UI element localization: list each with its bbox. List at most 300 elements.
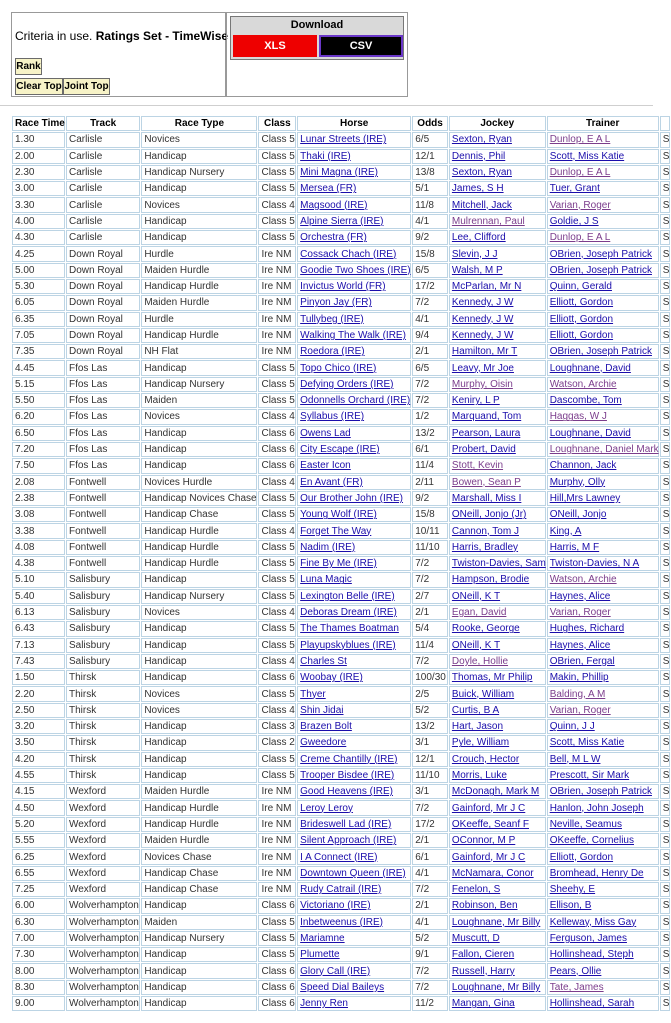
horse-cell[interactable]: Invictus World (FR) bbox=[297, 279, 411, 294]
class-cell: Class 4 bbox=[258, 475, 296, 490]
trainer-cell[interactable]: Varian, Roger bbox=[547, 703, 659, 718]
class-cell: Class 5 bbox=[258, 572, 296, 587]
horse-cell[interactable]: Inbetweenus (IRE) bbox=[297, 915, 411, 930]
horse-cell[interactable]: Walking The Walk (IRE) bbox=[297, 328, 411, 343]
jockey-cell[interactable]: Walsh, M P bbox=[449, 263, 546, 278]
jockey-cell[interactable]: Rooke, George bbox=[449, 621, 546, 636]
jockey-cell[interactable]: Mitchell, Jack bbox=[449, 197, 546, 212]
trainer-cell[interactable]: Loughnane, Daniel Mark bbox=[547, 442, 659, 457]
class-cell: Class 5 bbox=[258, 214, 296, 229]
jockey-cell[interactable]: Curtis, B A bbox=[449, 703, 546, 718]
track-cell: Wolverhampton bbox=[66, 947, 140, 962]
horse-cell[interactable]: Pinyon Jay (FR) bbox=[297, 295, 411, 310]
odds-cell: 7/2 bbox=[412, 393, 448, 408]
race-type-cell: Handicap bbox=[141, 572, 257, 587]
track-cell: Salisbury bbox=[66, 654, 140, 669]
table-row bbox=[12, 328, 670, 343]
horse-cell[interactable]: Alpine Sierra (IRE) bbox=[297, 214, 411, 229]
jockey-cell[interactable]: Kennedy, J W bbox=[449, 295, 546, 310]
horse-cell[interactable]: Lunar Streets (IRE) bbox=[297, 132, 411, 147]
horse-cell[interactable]: Silent Approach (IRE) bbox=[297, 833, 411, 848]
horse-cell[interactable]: Lexington Belle (IRE) bbox=[297, 589, 411, 604]
odds-cell: 2/5 bbox=[412, 686, 448, 701]
trainer-cell[interactable]: Quinn, Gerald bbox=[547, 279, 659, 294]
race-type-cell: Handicap Hurdle bbox=[141, 556, 257, 571]
odds-cell: 6/5 bbox=[412, 360, 448, 375]
horse-cell[interactable]: Luna Magic bbox=[297, 572, 411, 587]
class-cell: Class 4 bbox=[258, 654, 296, 669]
trainer-cell[interactable]: Tate, James bbox=[547, 980, 659, 995]
trainer-cell[interactable]: Goldie, J S bbox=[547, 214, 659, 229]
track-cell: Fontwell bbox=[66, 475, 140, 490]
extra-cell: S bbox=[660, 149, 670, 164]
horse-cell[interactable]: Creme Chantilly (IRE) bbox=[297, 752, 411, 767]
table-row bbox=[12, 915, 670, 930]
trainer-cell[interactable]: Scott, Miss Katie bbox=[547, 149, 659, 164]
csv-download-button[interactable]: CSV bbox=[319, 35, 403, 57]
race-type-cell: Handicap bbox=[141, 458, 257, 473]
jockey-cell[interactable]: Pearson, Laura bbox=[449, 426, 546, 441]
track-cell: Wexford bbox=[66, 784, 140, 799]
horse-cell[interactable]: Trooper Bisdee (IRE) bbox=[297, 768, 411, 783]
extra-cell: S bbox=[660, 605, 670, 620]
race-type-cell: Hurdle bbox=[141, 246, 257, 261]
table-row bbox=[12, 752, 670, 767]
horse-cell[interactable]: Deboras Dream (IRE) bbox=[297, 605, 411, 620]
extra-cell: S bbox=[660, 360, 670, 375]
class-cell: Class 6 bbox=[258, 426, 296, 441]
trainer-cell[interactable]: OBrien, Fergal bbox=[547, 654, 659, 669]
table-row bbox=[12, 214, 670, 229]
trainer-cell[interactable]: Elliott, Gordon bbox=[547, 849, 659, 864]
race-type-cell: Handicap Nursery bbox=[141, 931, 257, 946]
extra-cell: S bbox=[660, 377, 670, 392]
race-time-cell: 3.50 bbox=[12, 735, 65, 750]
trainer-cell[interactable]: Prescott, Sir Mark bbox=[547, 768, 659, 783]
criteria-ratings-set: Ratings Set - TimeWise bbox=[95, 29, 229, 43]
horse-cell[interactable]: Fine By Me (IRE) bbox=[297, 556, 411, 571]
jockey-cell[interactable]: Slevin, J J bbox=[449, 246, 546, 261]
table-row bbox=[12, 784, 670, 799]
extra-cell: S bbox=[660, 523, 670, 538]
class-cell: Class 5 bbox=[258, 931, 296, 946]
race-type-cell: Novices bbox=[141, 409, 257, 424]
trainer-cell[interactable]: Loughnane, David bbox=[547, 426, 659, 441]
horse-cell[interactable]: Forget The Way bbox=[297, 523, 411, 538]
race-time-cell: 7.00 bbox=[12, 931, 65, 946]
horse-cell[interactable]: Jenny Ren bbox=[297, 996, 411, 1011]
race-type-cell: Handicap Hurdle bbox=[141, 800, 257, 815]
class-cell: Class 4 bbox=[258, 605, 296, 620]
extra-cell: S bbox=[660, 507, 670, 522]
track-cell: Wolverhampton bbox=[66, 963, 140, 978]
track-cell: Thirsk bbox=[66, 670, 140, 685]
trainer-cell[interactable]: OBrien, Joseph Patrick bbox=[547, 263, 659, 278]
trainer-cell[interactable]: Twiston-Davies, N A bbox=[547, 556, 659, 571]
trainer-cell[interactable]: Ferguson, James bbox=[547, 931, 659, 946]
race-time-cell: 6.35 bbox=[12, 312, 65, 327]
download-inner bbox=[230, 16, 404, 60]
race-type-cell: Handicap Hurdle bbox=[141, 328, 257, 343]
jockey-cell[interactable]: Twiston-Davies, Sam bbox=[449, 556, 546, 571]
horse-cell[interactable]: Good Heavens (IRE) bbox=[297, 784, 411, 799]
odds-cell: 3/1 bbox=[412, 784, 448, 799]
horse-cell[interactable]: Glory Call (IRE) bbox=[297, 963, 411, 978]
track-cell: Fontwell bbox=[66, 507, 140, 522]
race-time-cell: 4.20 bbox=[12, 752, 65, 767]
race-type-cell: Handicap bbox=[141, 719, 257, 734]
horse-cell[interactable]: Leroy Leroy bbox=[297, 800, 411, 815]
rank-button[interactable]: Rank bbox=[15, 58, 42, 75]
class-cell: Class 6 bbox=[258, 458, 296, 473]
track-cell: Thirsk bbox=[66, 686, 140, 701]
trainer-cell[interactable]: Kelleway, Miss Gay bbox=[547, 915, 659, 930]
jockey-cell[interactable]: Hampson, Brodie bbox=[449, 572, 546, 587]
track-cell: Carlisle bbox=[66, 149, 140, 164]
extra-cell: S bbox=[660, 556, 670, 571]
trainer-cell[interactable]: King, A bbox=[547, 523, 659, 538]
trainer-cell[interactable]: Hollinshead, Steph bbox=[547, 947, 659, 962]
horse-cell[interactable]: I A Connect (IRE) bbox=[297, 849, 411, 864]
jockey-cell[interactable]: James, S H bbox=[449, 181, 546, 196]
race-type-cell: Handicap bbox=[141, 426, 257, 441]
jockey-cell[interactable]: ONeill, Jonjo (Jr) bbox=[449, 507, 546, 522]
trainer-cell[interactable]: Hughes, Richard bbox=[547, 621, 659, 636]
table-row bbox=[12, 621, 670, 636]
table-row bbox=[12, 263, 670, 278]
class-cell: Ire NM bbox=[258, 312, 296, 327]
race-time-cell: 7.05 bbox=[12, 328, 65, 343]
extra-cell: S bbox=[660, 980, 670, 995]
odds-cell: 13/2 bbox=[412, 426, 448, 441]
race-time-cell: 5.15 bbox=[12, 377, 65, 392]
horse-cell[interactable]: Downtown Queen (IRE) bbox=[297, 866, 411, 881]
horse-cell[interactable]: City Escape (IRE) bbox=[297, 442, 411, 457]
trainer-cell[interactable]: Scott, Miss Katie bbox=[547, 735, 659, 750]
odds-cell: 7/2 bbox=[412, 963, 448, 978]
jockey-cell[interactable]: Kennedy, J W bbox=[449, 328, 546, 343]
jockey-cell[interactable]: Lee, Clifford bbox=[449, 230, 546, 245]
class-cell: Class 6 bbox=[258, 996, 296, 1011]
horse-cell[interactable]: Defying Orders (IRE) bbox=[297, 377, 411, 392]
horse-cell[interactable]: Mariamne bbox=[297, 931, 411, 946]
horse-cell[interactable]: Plumette bbox=[297, 947, 411, 962]
jockey-cell[interactable]: Russell, Harry bbox=[449, 963, 546, 978]
jockey-cell[interactable]: Crouch, Hector bbox=[449, 752, 546, 767]
race-type-cell: Novices bbox=[141, 132, 257, 147]
jockey-cell[interactable]: Morris, Luke bbox=[449, 768, 546, 783]
horse-cell[interactable]: Odonnells Orchard (IRE) bbox=[297, 393, 411, 408]
horse-cell[interactable]: Syllabus (IRE) bbox=[297, 409, 411, 424]
horse-cell[interactable]: Orchestra (FR) bbox=[297, 230, 411, 245]
table-row bbox=[12, 931, 670, 946]
race-time-cell: 6.30 bbox=[12, 915, 65, 930]
trainer-cell[interactable]: Quinn, J J bbox=[547, 719, 659, 734]
race-time-cell: 4.00 bbox=[12, 214, 65, 229]
trainer-cell[interactable]: Varian, Roger bbox=[547, 197, 659, 212]
class-cell: Class 5 bbox=[258, 507, 296, 522]
jockey-cell[interactable]: Pyle, William bbox=[449, 735, 546, 750]
jockey-cell[interactable]: Fenelon, S bbox=[449, 882, 546, 897]
jockey-cell[interactable]: Marquand, Tom bbox=[449, 409, 546, 424]
race-time-cell: 9.00 bbox=[12, 996, 65, 1011]
jockey-cell[interactable]: Gainford, Mr J C bbox=[449, 800, 546, 815]
class-cell: Ire NM bbox=[258, 849, 296, 864]
jockey-cell[interactable]: Stott, Kevin bbox=[449, 458, 546, 473]
track-cell: Down Royal bbox=[66, 263, 140, 278]
trainer-cell[interactable]: Hill,Mrs Lawney bbox=[547, 491, 659, 506]
track-cell: Wexford bbox=[66, 866, 140, 881]
class-cell: Class 5 bbox=[258, 165, 296, 180]
race-time-cell: 6.43 bbox=[12, 621, 65, 636]
jockey-cell[interactable]: Bowen, Sean P bbox=[449, 475, 546, 490]
extra-cell: S bbox=[660, 996, 670, 1011]
jockey-cell[interactable]: ONeill, K T bbox=[449, 589, 546, 604]
class-cell: Ire NM bbox=[258, 344, 296, 359]
track-cell: Wolverhampton bbox=[66, 898, 140, 913]
odds-cell: 4/1 bbox=[412, 866, 448, 881]
extra-cell: S bbox=[660, 768, 670, 783]
race-time-cell: 7.30 bbox=[12, 947, 65, 962]
race-type-cell: Handicap Chase bbox=[141, 866, 257, 881]
jockey-cell[interactable]: Probert, David bbox=[449, 442, 546, 457]
trainer-cell[interactable]: Pears, Ollie bbox=[547, 963, 659, 978]
trainer-cell[interactable]: Loughnane, David bbox=[547, 360, 659, 375]
jockey-cell[interactable]: McParlan, Mr N bbox=[449, 279, 546, 294]
extra-cell: S bbox=[660, 312, 670, 327]
trainer-cell[interactable]: OKeeffe, Cornelius bbox=[547, 833, 659, 848]
clear-top-button[interactable]: Clear Top bbox=[15, 78, 63, 95]
race-time-cell: 2.38 bbox=[12, 491, 65, 506]
horse-cell[interactable]: Victoriano (IRE) bbox=[297, 898, 411, 913]
extra-cell: S bbox=[660, 686, 670, 701]
trainer-cell[interactable]: Dascombe, Tom bbox=[547, 393, 659, 408]
horse-cell[interactable]: Charles St bbox=[297, 654, 411, 669]
jockey-cell[interactable]: Robinson, Ben bbox=[449, 898, 546, 913]
horse-cell[interactable]: Thaki (IRE) bbox=[297, 149, 411, 164]
horse-cell[interactable]: Owens Lad bbox=[297, 426, 411, 441]
jockey-cell[interactable]: Marshall, Miss I bbox=[449, 491, 546, 506]
trainer-cell[interactable]: Dunlop, E A L bbox=[547, 165, 659, 180]
odds-cell: 4/1 bbox=[412, 214, 448, 229]
jockey-cell[interactable]: Egan, David bbox=[449, 605, 546, 620]
track-cell: Carlisle bbox=[66, 181, 140, 196]
trainer-cell[interactable]: Neville, Seamus bbox=[547, 817, 659, 832]
trainer-cell[interactable]: Bromhead, Henry De bbox=[547, 866, 659, 881]
trainer-cell[interactable]: Elliott, Gordon bbox=[547, 328, 659, 343]
jockey-cell[interactable]: Loughnane, Mr Billy bbox=[449, 980, 546, 995]
joint-top-button[interactable]: Joint Top bbox=[63, 78, 110, 95]
jockey-cell[interactable]: Mangan, Gina bbox=[449, 996, 546, 1011]
jockey-cell[interactable]: Doyle, Hollie bbox=[449, 654, 546, 669]
trainer-cell[interactable]: Harris, M F bbox=[547, 540, 659, 555]
trainer-cell[interactable]: Watson, Archie bbox=[547, 572, 659, 587]
trainer-cell[interactable]: Hanlon, John Joseph bbox=[547, 800, 659, 815]
trainer-cell[interactable]: Bell, M L W bbox=[547, 752, 659, 767]
trainer-cell[interactable]: ONeill, Jonjo bbox=[547, 507, 659, 522]
odds-cell: 6/5 bbox=[412, 132, 448, 147]
horse-cell[interactable]: Mersea (FR) bbox=[297, 181, 411, 196]
class-cell: Class 5 bbox=[258, 589, 296, 604]
jockey-cell[interactable]: Gainford, Mr J C bbox=[449, 849, 546, 864]
race-time-cell: 5.30 bbox=[12, 279, 65, 294]
jockey-cell[interactable]: Leavy, Mr Joe bbox=[449, 360, 546, 375]
jockey-cell[interactable]: McDonagh, Mark M bbox=[449, 784, 546, 799]
jockey-cell[interactable]: Kennedy, J W bbox=[449, 312, 546, 327]
jockey-cell[interactable]: Mulrennan, Paul bbox=[449, 214, 546, 229]
horse-cell[interactable]: Nadim (IRE) bbox=[297, 540, 411, 555]
horse-cell[interactable]: Young Wolf (IRE) bbox=[297, 507, 411, 522]
horse-cell[interactable]: Brazen Bolt bbox=[297, 719, 411, 734]
race-type-cell: Handicap bbox=[141, 621, 257, 636]
track-cell: Wexford bbox=[66, 849, 140, 864]
trainer-cell[interactable]: Watson, Archie bbox=[547, 377, 659, 392]
horse-cell[interactable]: Brideswell Lad (IRE) bbox=[297, 817, 411, 832]
horse-cell[interactable]: Our Brother John (IRE) bbox=[297, 491, 411, 506]
horse-cell[interactable]: Mini Magna (IRE) bbox=[297, 165, 411, 180]
trainer-cell[interactable]: Hollinshead, Sarah bbox=[547, 996, 659, 1011]
trainer-cell[interactable]: OBrien, Joseph Patrick bbox=[547, 344, 659, 359]
jockey-cell[interactable]: McNamara, Conor bbox=[449, 866, 546, 881]
horse-cell[interactable]: Thyer bbox=[297, 686, 411, 701]
track-cell: Thirsk bbox=[66, 703, 140, 718]
odds-cell: 11/2 bbox=[412, 996, 448, 1011]
trainer-cell[interactable]: Makin, Phillip bbox=[547, 670, 659, 685]
odds-cell: 6/1 bbox=[412, 849, 448, 864]
race-type-cell: Handicap Hurdle bbox=[141, 523, 257, 538]
jockey-cell[interactable]: Thomas, Mr Philip bbox=[449, 670, 546, 685]
extra-cell: S bbox=[660, 458, 670, 473]
track-cell: Ffos Las bbox=[66, 360, 140, 375]
class-cell: Class 5 bbox=[258, 686, 296, 701]
race-type-cell: Handicap Nursery bbox=[141, 165, 257, 180]
class-cell: Class 6 bbox=[258, 670, 296, 685]
trainer-cell[interactable]: OBrien, Joseph Patrick bbox=[547, 784, 659, 799]
jockey-cell[interactable]: Keniry, L P bbox=[449, 393, 546, 408]
horse-cell[interactable]: Easter Icon bbox=[297, 458, 411, 473]
extra-cell: S bbox=[660, 621, 670, 636]
extra-cell: S bbox=[660, 475, 670, 490]
odds-cell: 7/2 bbox=[412, 556, 448, 571]
trainer-cell[interactable]: Dunlop, E A L bbox=[547, 230, 659, 245]
trainer-cell[interactable]: Haynes, Alice bbox=[547, 638, 659, 653]
criteria-panel bbox=[11, 12, 229, 97]
table-row bbox=[12, 507, 670, 522]
trainer-cell[interactable]: Ellison, B bbox=[547, 898, 659, 913]
xls-download-button[interactable]: XLS bbox=[233, 35, 317, 57]
jockey-cell[interactable]: Harris, Bradley bbox=[449, 540, 546, 555]
horse-cell[interactable]: Tullybeg (IRE) bbox=[297, 312, 411, 327]
jockey-cell[interactable]: ONeill, K T bbox=[449, 638, 546, 653]
horse-cell[interactable]: Magsood (IRE) bbox=[297, 197, 411, 212]
jockey-cell[interactable]: OConnor, M P bbox=[449, 833, 546, 848]
trainer-cell[interactable]: Varian, Roger bbox=[547, 605, 659, 620]
race-time-cell: 3.08 bbox=[12, 507, 65, 522]
horse-cell[interactable]: Woobay (IRE) bbox=[297, 670, 411, 685]
race-time-cell: 6.05 bbox=[12, 295, 65, 310]
jockey-cell[interactable]: Dennis, Phil bbox=[449, 149, 546, 164]
jockey-cell[interactable]: Fallon, Cieren bbox=[449, 947, 546, 962]
table-row bbox=[12, 197, 670, 212]
extra-cell: S bbox=[660, 393, 670, 408]
horse-cell[interactable]: En Avant (FR) bbox=[297, 475, 411, 490]
race-time-cell: 4.25 bbox=[12, 246, 65, 261]
race-time-cell: 5.50 bbox=[12, 393, 65, 408]
horse-cell[interactable]: Gweedore bbox=[297, 735, 411, 750]
trainer-cell[interactable]: OBrien, Joseph Patrick bbox=[547, 246, 659, 261]
class-cell: Class 5 bbox=[258, 181, 296, 196]
jockey-cell[interactable]: Cannon, Tom J bbox=[449, 523, 546, 538]
race-type-cell: Handicap bbox=[141, 360, 257, 375]
horse-cell[interactable]: Cossack Chach (IRE) bbox=[297, 246, 411, 261]
trainer-cell[interactable]: Tuer, Grant bbox=[547, 181, 659, 196]
extra-cell: S bbox=[660, 328, 670, 343]
track-cell: Fontwell bbox=[66, 556, 140, 571]
track-cell: Down Royal bbox=[66, 295, 140, 310]
trainer-cell[interactable]: Balding, A M bbox=[547, 686, 659, 701]
track-cell: Wolverhampton bbox=[66, 915, 140, 930]
odds-cell: 7/2 bbox=[412, 882, 448, 897]
trainer-cell[interactable]: Dunlop, E A L bbox=[547, 132, 659, 147]
jockey-cell[interactable]: Sexton, Ryan bbox=[449, 132, 546, 147]
trainer-cell[interactable]: Haggas, W J bbox=[547, 409, 659, 424]
track-cell: Ffos Las bbox=[66, 409, 140, 424]
jockey-cell[interactable]: OKeeffe, Seanf F bbox=[449, 817, 546, 832]
race-time-cell: 8.00 bbox=[12, 963, 65, 978]
jockey-cell[interactable]: Hart, Jason bbox=[449, 719, 546, 734]
odds-cell: 15/8 bbox=[412, 507, 448, 522]
jockey-cell[interactable]: Hamilton, Mr T bbox=[449, 344, 546, 359]
extra-cell: S bbox=[660, 246, 670, 261]
odds-cell: 11/4 bbox=[412, 638, 448, 653]
horse-cell[interactable]: Topo Chico (IRE) bbox=[297, 360, 411, 375]
jockey-cell[interactable]: Buick, William bbox=[449, 686, 546, 701]
odds-cell: 2/1 bbox=[412, 344, 448, 359]
horse-cell[interactable]: The Thames Boatman bbox=[297, 621, 411, 636]
trainer-cell[interactable]: Sheehy, E bbox=[547, 882, 659, 897]
horse-cell[interactable]: Shin Jidai bbox=[297, 703, 411, 718]
race-type-cell: Novices bbox=[141, 197, 257, 212]
table-header-row bbox=[12, 116, 670, 131]
class-cell: Ire NM bbox=[258, 866, 296, 881]
odds-cell: 7/2 bbox=[412, 295, 448, 310]
trainer-cell[interactable]: Elliott, Gordon bbox=[547, 295, 659, 310]
class-cell: Ire NM bbox=[258, 246, 296, 261]
trainer-cell[interactable]: Elliott, Gordon bbox=[547, 312, 659, 327]
jockey-cell[interactable]: Murphy, Oisin bbox=[449, 377, 546, 392]
trainer-cell[interactable]: Haynes, Alice bbox=[547, 589, 659, 604]
horse-cell[interactable]: Rudy Catrail (IRE) bbox=[297, 882, 411, 897]
extra-cell: S bbox=[660, 540, 670, 555]
jockey-cell[interactable]: Loughnane, Mr Billy bbox=[449, 915, 546, 930]
horse-cell[interactable]: Goodie Two Shoes (IRE) bbox=[297, 263, 411, 278]
trainer-cell[interactable]: Channon, Jack bbox=[547, 458, 659, 473]
jockey-cell[interactable]: Muscutt, D bbox=[449, 931, 546, 946]
horse-cell[interactable]: Speed Dial Baileys bbox=[297, 980, 411, 995]
jockey-cell[interactable]: Sexton, Ryan bbox=[449, 165, 546, 180]
track-cell: Wexford bbox=[66, 833, 140, 848]
table-row bbox=[12, 360, 670, 375]
extra-cell: S bbox=[660, 197, 670, 212]
trainer-cell[interactable]: Murphy, Olly bbox=[547, 475, 659, 490]
class-cell: Class 5 bbox=[258, 230, 296, 245]
race-type-cell: Handicap Hurdle bbox=[141, 279, 257, 294]
horse-cell[interactable]: Roedora (IRE) bbox=[297, 344, 411, 359]
class-cell: Ire NM bbox=[258, 279, 296, 294]
horse-cell[interactable]: Playupskyblues (IRE) bbox=[297, 638, 411, 653]
odds-cell: 9/1 bbox=[412, 947, 448, 962]
odds-cell: 3/1 bbox=[412, 735, 448, 750]
